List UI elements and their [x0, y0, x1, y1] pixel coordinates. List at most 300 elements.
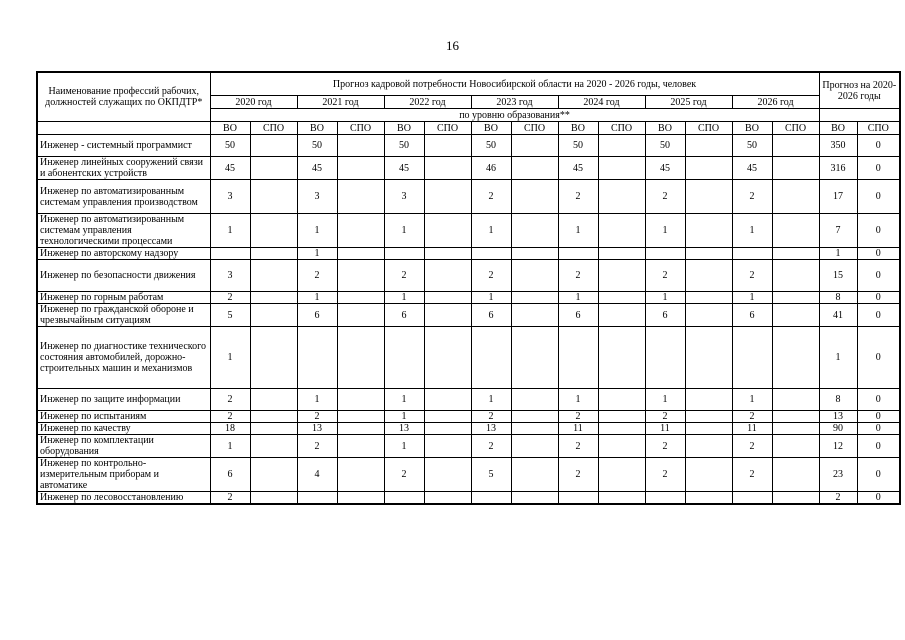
value-cell-spo [598, 327, 645, 389]
value-cell-vo: 2 [732, 180, 772, 214]
value-cell-spo [511, 492, 558, 505]
value-cell-spo [511, 260, 558, 292]
value-cell-spo [598, 260, 645, 292]
value-cell-vo: 6 [210, 458, 250, 492]
value-cell-spo [598, 492, 645, 505]
value-cell-vo: 50 [297, 135, 337, 157]
value-cell-vo: 1 [297, 248, 337, 260]
value-cell-spo: 0 [857, 292, 900, 304]
year-header: 2026 год [732, 96, 819, 109]
year-header: 2022 год [384, 96, 471, 109]
value-cell-spo [685, 214, 732, 248]
table-row [37, 292, 900, 304]
value-cell-vo: 2 [210, 492, 250, 505]
value-cell-vo: 6 [645, 304, 685, 327]
level-header-vo: ВО [210, 122, 250, 135]
value-cell-vo: 2 [558, 411, 598, 423]
value-cell-spo: 0 [857, 492, 900, 505]
value-cell-vo: 1 [558, 214, 598, 248]
value-cell-spo [424, 423, 471, 435]
value-cell-vo: 1 [819, 248, 857, 260]
year-header: 2021 год [297, 96, 384, 109]
value-cell-spo [337, 492, 384, 505]
page-number: 16 [446, 38, 459, 53]
value-cell-spo [598, 180, 645, 214]
value-cell-spo [685, 260, 732, 292]
value-cell-spo [772, 423, 819, 435]
value-cell-spo [424, 135, 471, 157]
profession-name-cell: Инженер по комплектации оборудования [37, 435, 210, 458]
value-cell-vo [471, 248, 511, 260]
value-cell-spo [772, 157, 819, 180]
value-cell-spo [424, 492, 471, 505]
value-cell-spo [772, 327, 819, 389]
value-cell-spo: 0 [857, 135, 900, 157]
value-cell-spo [424, 214, 471, 248]
value-cell-spo [424, 292, 471, 304]
profession-name-cell: Инженер по контрольно-измерительным приборам и автоматике [37, 458, 210, 492]
value-cell-vo: 41 [819, 304, 857, 327]
empty-header-cell [819, 109, 900, 122]
value-cell-vo: 2 [558, 435, 598, 458]
value-cell-spo [250, 292, 297, 304]
value-cell-spo [598, 435, 645, 458]
profession-name-cell: Инженер по лесовосстановлению [37, 492, 210, 505]
value-cell-vo: 3 [210, 180, 250, 214]
value-cell-vo: 45 [558, 157, 598, 180]
value-cell-vo: 50 [558, 135, 598, 157]
table-row [37, 214, 900, 248]
table-header [37, 72, 900, 135]
value-cell-vo: 13 [297, 423, 337, 435]
value-cell-vo: 2 [210, 411, 250, 423]
value-cell-vo: 50 [645, 135, 685, 157]
value-cell-vo: 2 [297, 260, 337, 292]
value-cell-vo: 1 [471, 214, 511, 248]
value-cell-spo: 0 [857, 304, 900, 327]
level-header-spo: СПО [598, 122, 645, 135]
value-cell-spo [250, 260, 297, 292]
profession-name-cell: Инженер - системный программист [37, 135, 210, 157]
value-cell-vo: 6 [558, 304, 598, 327]
value-cell-vo: 1 [819, 327, 857, 389]
value-cell-spo: 0 [857, 423, 900, 435]
table-row [37, 260, 900, 292]
level-header-vo: ВО [471, 122, 511, 135]
value-cell-vo: 5 [471, 458, 511, 492]
value-cell-spo [511, 389, 558, 411]
level-header-vo: ВО [558, 122, 598, 135]
value-cell-vo [210, 248, 250, 260]
profession-name-cell: Инженер по автоматизированным системам управления производством [37, 180, 210, 214]
level-header-vo: ВО [645, 122, 685, 135]
value-cell-spo [424, 389, 471, 411]
value-cell-vo: 11 [732, 423, 772, 435]
table-row [37, 411, 900, 423]
value-cell-spo [250, 180, 297, 214]
value-cell-vo: 1 [471, 389, 511, 411]
level-header-spo: СПО [511, 122, 558, 135]
table-row [37, 423, 900, 435]
value-cell-spo [598, 248, 645, 260]
value-cell-vo: 6 [471, 304, 511, 327]
value-cell-vo: 45 [297, 157, 337, 180]
value-cell-spo [337, 180, 384, 214]
value-cell-spo [250, 423, 297, 435]
value-cell-vo: 1 [645, 214, 685, 248]
total-forecast-header: Прогноз на 2020-2026 годы [819, 72, 900, 109]
value-cell-vo: 1 [384, 389, 424, 411]
value-cell-vo: 316 [819, 157, 857, 180]
profession-name-cell: Инженер по испытаниям [37, 411, 210, 423]
value-cell-vo: 2 [471, 180, 511, 214]
value-cell-spo [511, 180, 558, 214]
value-cell-spo [424, 411, 471, 423]
value-cell-vo: 3 [210, 260, 250, 292]
value-cell-vo: 50 [210, 135, 250, 157]
value-cell-vo: 2 [645, 458, 685, 492]
value-cell-vo: 8 [819, 389, 857, 411]
value-cell-spo [598, 157, 645, 180]
value-cell-vo: 2 [471, 435, 511, 458]
value-cell-spo [598, 304, 645, 327]
value-cell-vo: 50 [471, 135, 511, 157]
level-header-vo: ВО [384, 122, 424, 135]
value-cell-spo [685, 292, 732, 304]
value-cell-spo [337, 292, 384, 304]
value-cell-vo: 6 [732, 304, 772, 327]
value-cell-vo: 15 [819, 260, 857, 292]
value-cell-vo: 8 [819, 292, 857, 304]
year-header: 2025 год [645, 96, 732, 109]
profession-name-cell: Инженер по автоматизированным системам управления технологическими процессами [37, 214, 210, 248]
level-header-vo: ВО [297, 122, 337, 135]
value-cell-spo [337, 327, 384, 389]
table-row [37, 304, 900, 327]
value-cell-spo [772, 458, 819, 492]
table-row [37, 135, 900, 157]
table-row [37, 180, 900, 214]
table-row [37, 389, 900, 411]
value-cell-vo: 2 [471, 260, 511, 292]
value-cell-spo [250, 389, 297, 411]
value-cell-spo [250, 435, 297, 458]
value-cell-spo [424, 248, 471, 260]
value-cell-spo [337, 435, 384, 458]
level-header-spo: СПО [424, 122, 471, 135]
value-cell-vo: 2 [558, 260, 598, 292]
value-cell-vo: 11 [645, 423, 685, 435]
value-cell-spo [598, 292, 645, 304]
value-cell-vo [384, 248, 424, 260]
value-cell-vo: 1 [297, 292, 337, 304]
value-cell-vo: 2 [210, 292, 250, 304]
value-cell-vo [645, 248, 685, 260]
value-cell-vo: 1 [732, 214, 772, 248]
value-cell-vo: 350 [819, 135, 857, 157]
value-cell-vo: 2 [558, 458, 598, 492]
value-cell-spo [772, 214, 819, 248]
value-cell-spo [337, 389, 384, 411]
value-cell-vo: 2 [732, 260, 772, 292]
value-cell-spo [598, 458, 645, 492]
value-cell-vo: 13 [471, 423, 511, 435]
value-cell-spo [511, 458, 558, 492]
value-cell-spo [685, 435, 732, 458]
education-level-caption: по уровню образования** [210, 109, 819, 122]
value-cell-vo [384, 327, 424, 389]
value-cell-spo [685, 389, 732, 411]
value-cell-vo: 1 [210, 435, 250, 458]
level-header-spo: СПО [250, 122, 297, 135]
value-cell-spo [424, 327, 471, 389]
value-cell-spo [424, 304, 471, 327]
value-cell-vo: 1 [558, 292, 598, 304]
value-cell-spo [772, 304, 819, 327]
value-cell-vo: 45 [645, 157, 685, 180]
forecast-title-header: Прогноз кадровой потребности Новосибирской области на 2020 - 2026 годы, человек [210, 72, 819, 96]
value-cell-vo: 1 [297, 389, 337, 411]
value-cell-vo: 2 [645, 411, 685, 423]
value-cell-vo: 2 [210, 389, 250, 411]
table-row [37, 458, 900, 492]
year-header: 2023 год [471, 96, 558, 109]
value-cell-vo: 6 [384, 304, 424, 327]
value-cell-spo [424, 180, 471, 214]
value-cell-spo [772, 135, 819, 157]
value-cell-vo: 2 [558, 180, 598, 214]
table-row [37, 435, 900, 458]
level-header-spo: СПО [685, 122, 732, 135]
profession-name-cell: Инженер по безопасности движения [37, 260, 210, 292]
value-cell-spo [685, 135, 732, 157]
value-cell-spo [511, 327, 558, 389]
profession-name-cell: Инженер по горным работам [37, 292, 210, 304]
value-cell-vo: 4 [297, 458, 337, 492]
profession-name-cell: Инженер по качеству [37, 423, 210, 435]
value-cell-spo [337, 458, 384, 492]
table-row [37, 327, 900, 389]
value-cell-vo: 3 [384, 180, 424, 214]
value-cell-vo: 90 [819, 423, 857, 435]
profession-name-cell: Инженер по гражданской обороне и чрезвычайным ситуациям [37, 304, 210, 327]
value-cell-spo: 0 [857, 458, 900, 492]
value-cell-vo: 1 [210, 214, 250, 248]
value-cell-spo [772, 260, 819, 292]
value-cell-vo: 50 [732, 135, 772, 157]
value-cell-spo [511, 135, 558, 157]
value-cell-vo: 1 [471, 292, 511, 304]
year-header: 2020 год [210, 96, 297, 109]
value-cell-spo [511, 411, 558, 423]
staffing-forecast-table [36, 71, 901, 505]
level-header-spo: СПО [772, 122, 819, 135]
value-cell-spo [337, 260, 384, 292]
value-cell-vo: 45 [732, 157, 772, 180]
value-cell-vo: 1 [384, 411, 424, 423]
value-cell-vo [471, 492, 511, 505]
value-cell-spo: 0 [857, 248, 900, 260]
value-cell-vo: 6 [297, 304, 337, 327]
value-cell-vo [297, 327, 337, 389]
value-cell-vo: 5 [210, 304, 250, 327]
value-cell-spo: 0 [857, 260, 900, 292]
table-row [37, 248, 900, 260]
value-cell-vo [297, 492, 337, 505]
table-body [37, 135, 900, 505]
value-cell-vo: 2 [645, 260, 685, 292]
value-cell-vo: 3 [297, 180, 337, 214]
value-cell-vo: 13 [384, 423, 424, 435]
value-cell-spo [337, 304, 384, 327]
value-cell-vo: 12 [819, 435, 857, 458]
value-cell-vo: 2 [732, 411, 772, 423]
value-cell-spo [511, 248, 558, 260]
value-cell-vo: 46 [471, 157, 511, 180]
profession-name-cell: Инженер по авторскому надзору [37, 248, 210, 260]
value-cell-vo: 18 [210, 423, 250, 435]
value-cell-spo [337, 135, 384, 157]
value-cell-vo [645, 327, 685, 389]
level-header-row [37, 122, 900, 135]
value-cell-vo: 1 [732, 292, 772, 304]
value-cell-spo [772, 292, 819, 304]
table-row [37, 157, 900, 180]
value-cell-spo [337, 214, 384, 248]
value-cell-spo [772, 248, 819, 260]
level-header-spo: СПО [857, 122, 900, 135]
value-cell-spo [424, 157, 471, 180]
value-cell-spo [511, 423, 558, 435]
value-cell-vo [645, 492, 685, 505]
value-cell-spo: 0 [857, 214, 900, 248]
value-cell-vo [558, 327, 598, 389]
value-cell-spo [250, 492, 297, 505]
value-cell-spo [511, 292, 558, 304]
value-cell-vo: 2 [732, 435, 772, 458]
table-row [37, 492, 900, 505]
value-cell-spo [772, 492, 819, 505]
value-cell-spo [337, 157, 384, 180]
value-cell-spo [598, 135, 645, 157]
value-cell-spo [250, 327, 297, 389]
value-cell-vo: 1 [384, 214, 424, 248]
value-cell-spo [685, 157, 732, 180]
value-cell-spo [511, 157, 558, 180]
value-cell-vo [732, 327, 772, 389]
value-cell-vo: 1 [645, 292, 685, 304]
value-cell-spo [250, 214, 297, 248]
value-cell-spo [685, 423, 732, 435]
value-cell-vo: 23 [819, 458, 857, 492]
value-cell-vo: 1 [732, 389, 772, 411]
value-cell-vo: 2 [297, 411, 337, 423]
value-cell-spo [598, 214, 645, 248]
value-cell-vo: 45 [210, 157, 250, 180]
value-cell-spo [511, 435, 558, 458]
value-cell-spo [250, 157, 297, 180]
level-header-spo: СПО [337, 122, 384, 135]
value-cell-spo [250, 411, 297, 423]
value-cell-spo [598, 411, 645, 423]
value-cell-vo: 7 [819, 214, 857, 248]
level-header-vo: ВО [819, 122, 857, 135]
value-cell-spo [250, 135, 297, 157]
value-cell-vo: 1 [645, 389, 685, 411]
profession-name-cell: Инженер по защите информации [37, 389, 210, 411]
value-cell-vo [384, 492, 424, 505]
value-cell-spo [598, 389, 645, 411]
value-cell-vo [558, 492, 598, 505]
profession-name-cell: Инженер линейных сооружений связи и абонентских устройств [37, 157, 210, 180]
value-cell-spo [685, 248, 732, 260]
value-cell-vo: 13 [819, 411, 857, 423]
value-cell-vo [471, 327, 511, 389]
value-cell-vo: 2 [297, 435, 337, 458]
value-cell-spo [424, 458, 471, 492]
value-cell-vo: 2 [384, 260, 424, 292]
value-cell-spo: 0 [857, 435, 900, 458]
value-cell-spo: 0 [857, 327, 900, 389]
value-cell-spo [772, 435, 819, 458]
value-cell-spo [685, 304, 732, 327]
value-cell-spo: 0 [857, 389, 900, 411]
value-cell-spo [424, 435, 471, 458]
value-cell-vo: 1 [558, 389, 598, 411]
value-cell-vo: 1 [297, 214, 337, 248]
value-cell-vo: 2 [819, 492, 857, 505]
value-cell-spo [250, 248, 297, 260]
value-cell-vo [558, 248, 598, 260]
value-cell-vo: 50 [384, 135, 424, 157]
value-cell-vo: 45 [384, 157, 424, 180]
value-cell-vo: 2 [471, 411, 511, 423]
profession-name-header: Наименование профессий рабочих, должностей служащих по ОКПДТР* [37, 72, 210, 122]
value-cell-spo [511, 214, 558, 248]
value-cell-spo [685, 180, 732, 214]
value-cell-spo: 0 [857, 411, 900, 423]
value-cell-vo: 17 [819, 180, 857, 214]
value-cell-vo [732, 492, 772, 505]
year-header: 2024 год [558, 96, 645, 109]
value-cell-spo [337, 248, 384, 260]
value-cell-spo: 0 [857, 157, 900, 180]
profession-name-cell: Инженер по диагностике технического состояния автомобилей, дорожно-строительных машин и механизмов [37, 327, 210, 389]
empty-header-cell [37, 122, 210, 135]
value-cell-spo [772, 411, 819, 423]
value-cell-spo [250, 304, 297, 327]
value-cell-spo [685, 411, 732, 423]
value-cell-spo [685, 327, 732, 389]
value-cell-spo [685, 492, 732, 505]
value-cell-vo [732, 248, 772, 260]
value-cell-vo: 11 [558, 423, 598, 435]
value-cell-spo: 0 [857, 180, 900, 214]
value-cell-spo [250, 458, 297, 492]
value-cell-vo: 1 [384, 292, 424, 304]
value-cell-vo: 2 [645, 180, 685, 214]
level-header-vo: ВО [732, 122, 772, 135]
value-cell-spo [598, 423, 645, 435]
value-cell-spo [772, 180, 819, 214]
value-cell-vo: 1 [384, 435, 424, 458]
value-cell-spo [685, 458, 732, 492]
value-cell-spo [772, 389, 819, 411]
value-cell-vo: 2 [645, 435, 685, 458]
value-cell-spo [511, 304, 558, 327]
value-cell-spo [337, 423, 384, 435]
value-cell-spo [424, 260, 471, 292]
